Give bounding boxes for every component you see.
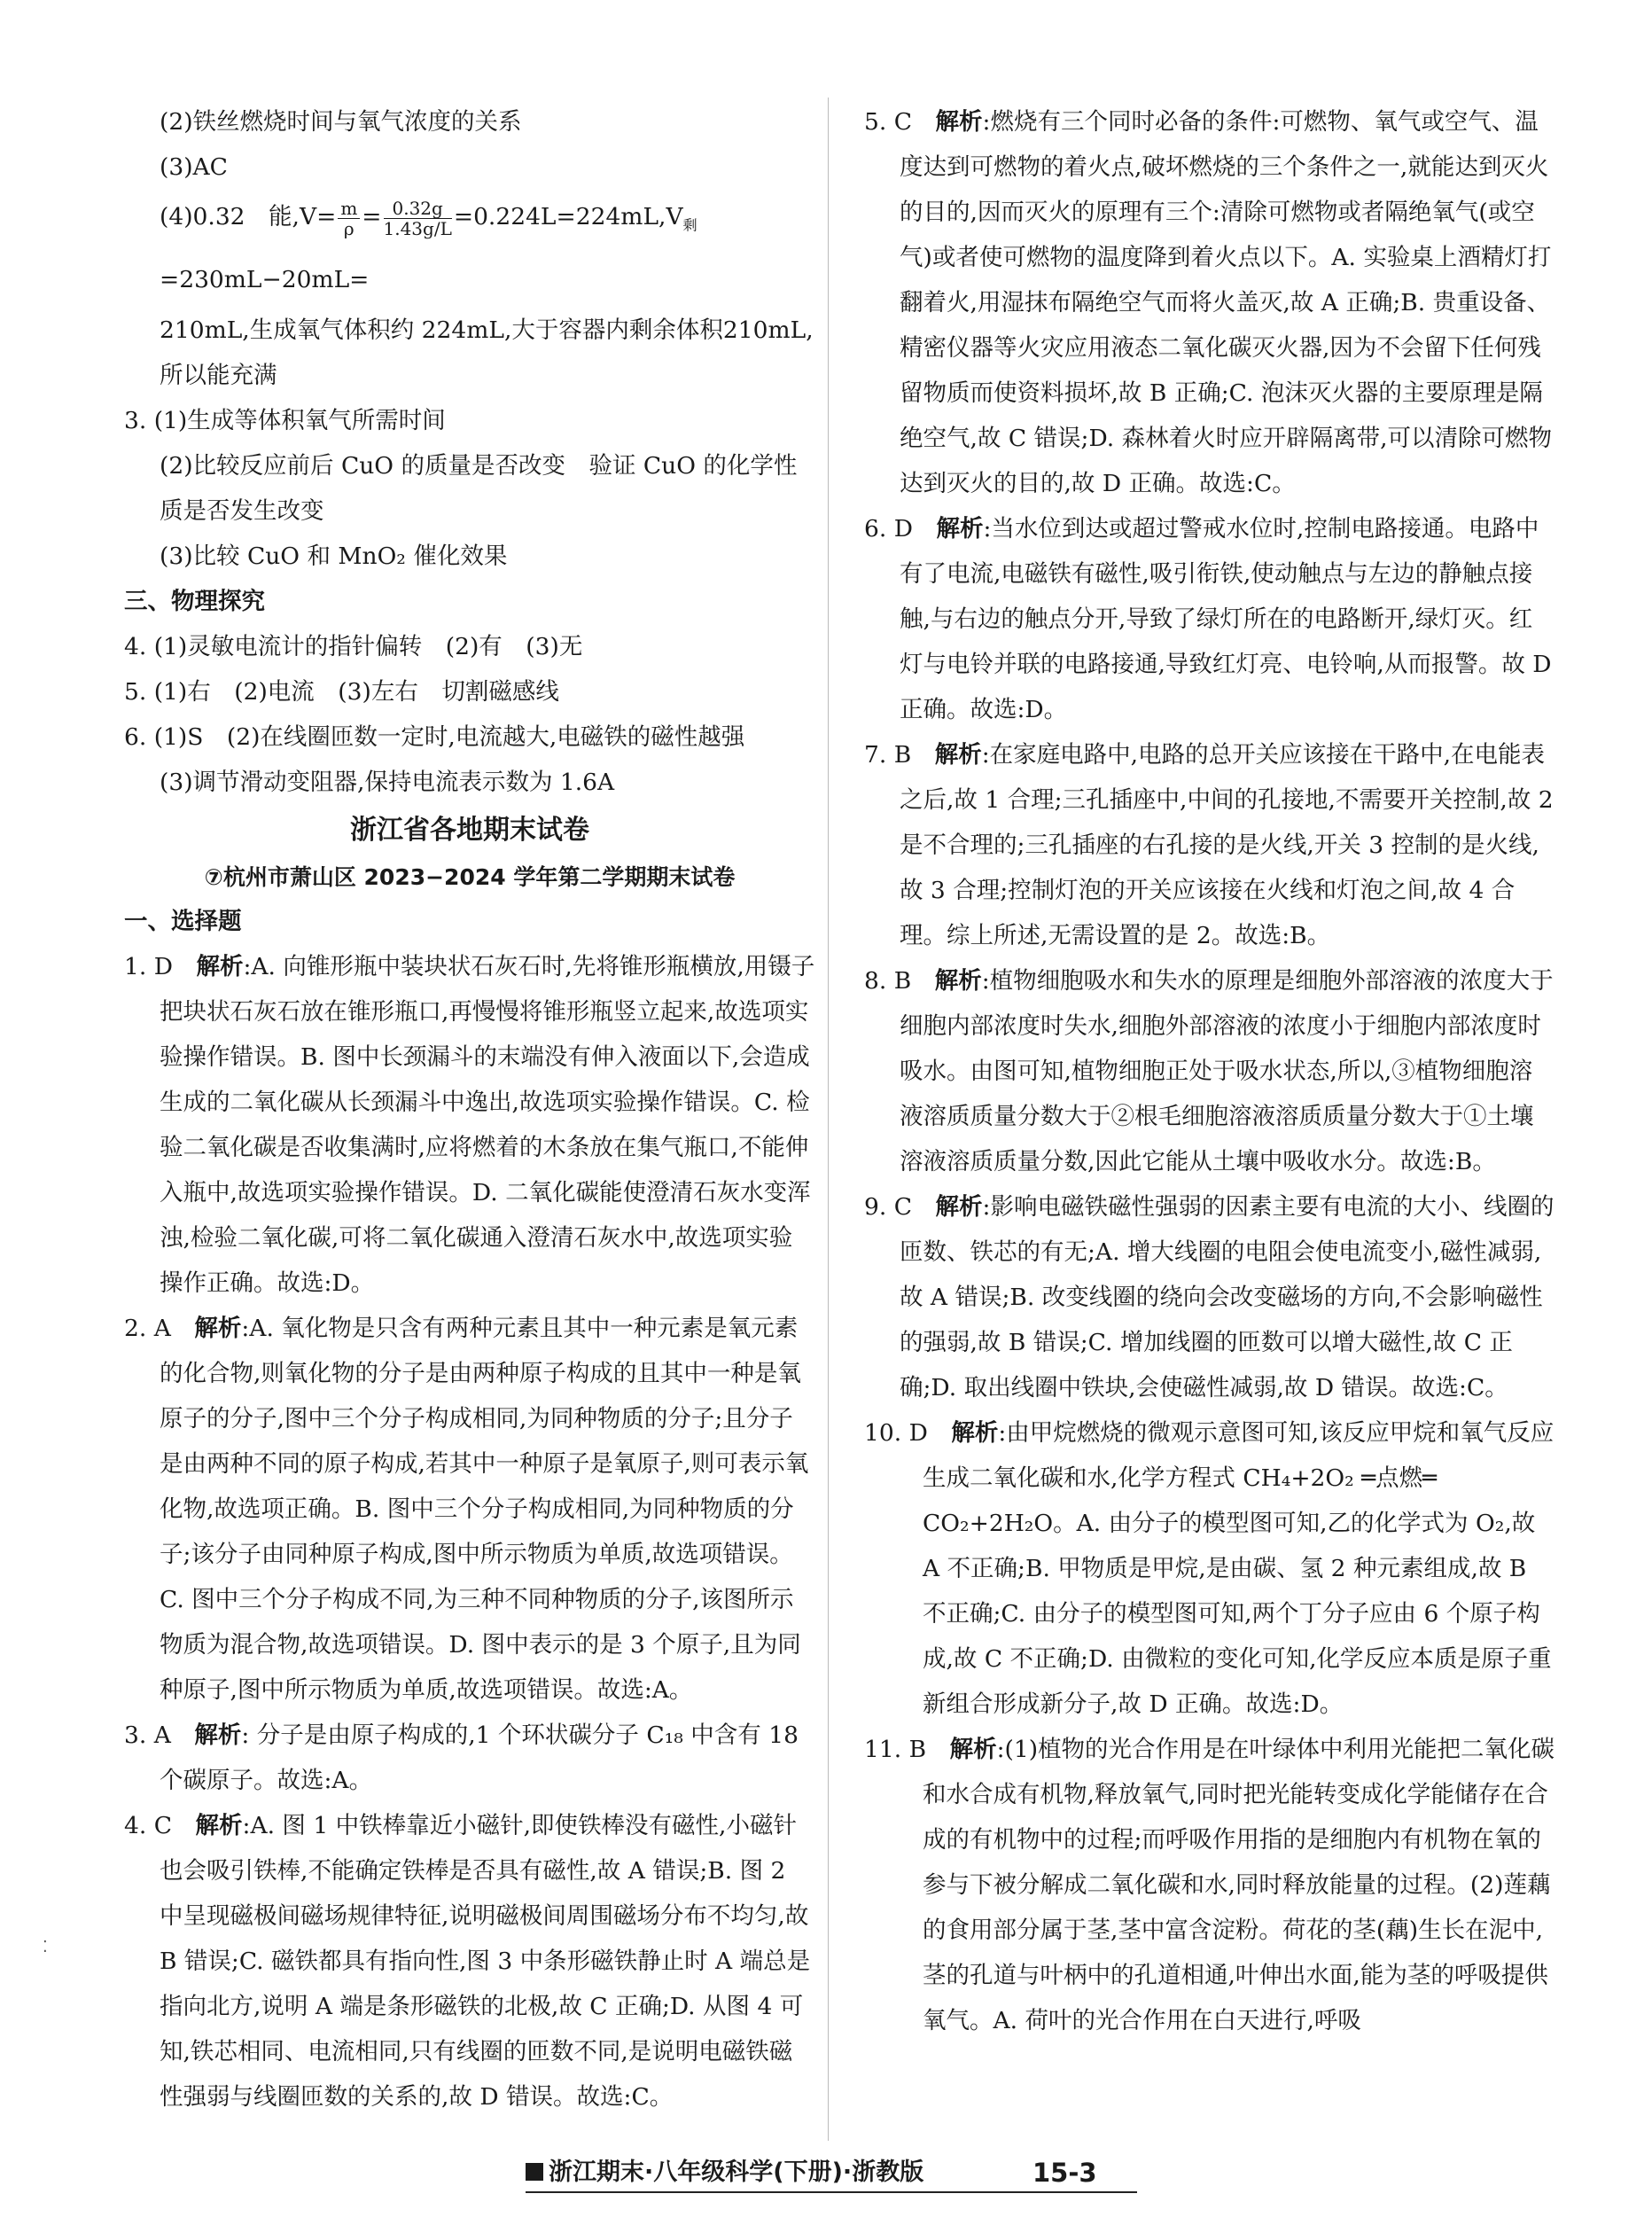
answer-line: (3)比较 CuO 和 MnO₂ 催化效果 bbox=[160, 543, 508, 571]
footer-rule bbox=[526, 2191, 1137, 2193]
answer-line: 6. (1)S (2)在线圈匝数一定时,电流越大,电磁铁的磁性越强 bbox=[124, 723, 745, 752]
analysis-label: 解析 bbox=[936, 515, 984, 543]
analysis-text: : 分子是由原子构成的,1 个环状碳分子 C₁₈ 中含有 18 个碳原子。故选:A。 bbox=[160, 1721, 799, 1795]
answer-letter: C bbox=[893, 1193, 913, 1221]
answer-line: 210mL,生成氧气体积约 224mL,大于容器内剩余体积210mL, bbox=[160, 316, 814, 345]
analysis-text: :植物细胞吸水和失水的原理是细胞外部溶液的浓度大于细胞内部浓度时失水,细胞外部溶液的浓度小于细胞内部浓度时吸水。由图可知,植物细胞正处于吸水状态,所以,③植物细胞溶液溶质质量分数大于②根毛细胞溶液溶质质量分数大于①土壤溶液溶质质量分数,因此它能从土壤中吸收水分。故选:B。 bbox=[900, 967, 1554, 1175]
fraction: $\frac{m}{\rho}$ bbox=[338, 199, 360, 238]
analysis-text: :A. 图 1 中铁棒靠近小磁针,即使铁棒没有磁性,小磁针也会吸引铁棒,不能确定铁棒是否具有磁性,故 A 错误;B. 图 2 中呈现磁极间磁场规律特征,说明磁极间周围磁场分布不均匀,故 B 错误;C. 磁铁都具有指向性,图 3 中条形磁铁静止时 A 端总是指向北方,说明 A 端是条形磁铁的北极,故 C 正确;D. 从图 4 可知,铁芯相同、电流相同,只有线圈的匝数不同,是说明电磁铁磁性强弱与线圈匝数的关系的,故 D 错误。故选:C。 bbox=[160, 1812, 811, 2112]
analysis-text: :A. 氧化物是只含有两种元素且其中一种元素是氧元素的化合物,则氧化物的分子是由两种原子构成的且其中一种是氧原子的分子,图中三个分子构成相同,为同种物质的分子;且分子是由两种不同的原子构成,若其中一种原子是氧原子,则可表示氧化物,故选项正确。B. 图中三个分子构成相同,为同种物质的分子;该分子由同种原子构成,图中所示物质为单质,故选项错误。C. 图中三个分子构成不同,为三种不同种物质的分子,该图所示物质为混合物,故选项错误。D. 图中表示的是 3 个原子,且为同种原子,图中所示物质为单质,故选项错误。故选:A。 bbox=[160, 1315, 809, 1705]
analysis-text: :在家庭电路中,电路的总开关应该接在干路中,在电能表之后,故 1 合理;三孔插座中,中间的孔接地,不需要开关控制,故 2 是不合理的;三孔插座的右孔接的是火线,开关 3 控制的是火线,故 3 合理;控制灯泡的开关应该接在火线和灯泡之间,故 4 合理。综上所述,无需设置的是 2。故选:B。 bbox=[900, 741, 1554, 949]
answer-item bbox=[124, 944, 815, 1306]
section-heading: 一、选择题 bbox=[124, 908, 242, 936]
answer-letter: A bbox=[153, 1721, 171, 1750]
answer-item bbox=[864, 1727, 1555, 2043]
answer-list bbox=[124, 944, 815, 2120]
question-number: 5. bbox=[864, 108, 887, 136]
answer-list bbox=[864, 99, 1555, 2043]
column-divider bbox=[828, 98, 829, 2141]
question-number: 4. bbox=[124, 1812, 147, 1840]
left-column bbox=[124, 99, 815, 2120]
question-number: 11. bbox=[864, 1736, 902, 1763]
question-number: 9. bbox=[864, 1193, 887, 1221]
analysis-label: 解析 bbox=[951, 1419, 999, 1447]
analysis-text: :(1)植物的光合作用是在叶绿体中利用光能把二氧化碳和水合成有机物,释放氧气,同时把光能转变成化学能储存在合成的有机物中的过程;而呼吸作用指的是细胞内有机物在氧的参与下被分解成二氧化碳和水,同时释放能量的过程。(2)莲藕的食用部分属于茎,茎中富含淀粉。荷花的茎(藕)生长在泥中,茎的孔道与叶柄中的孔道相通,叶伸出水面,能为茎的呼吸提供氧气。A. 荷叶的光合作用在白天进行,呼吸 bbox=[923, 1736, 1555, 2034]
question-number: 10. bbox=[864, 1419, 902, 1447]
page-number: 15-3 bbox=[1032, 2158, 1097, 2188]
analysis-label: 解析 bbox=[949, 1736, 997, 1763]
question-number: 1. bbox=[124, 953, 147, 981]
exam-subtitle: ⑦杭州市萧山区 2023−2024 学年第二学期期末试卷 bbox=[204, 864, 736, 891]
answer-item bbox=[124, 1306, 815, 1713]
answer-item bbox=[124, 1803, 815, 2120]
answer-item bbox=[864, 1184, 1555, 1410]
footer-title: 浙江期末·八年级科学(下册)·浙教版 bbox=[549, 2159, 924, 2186]
answer-line: 质是否发生改变 bbox=[160, 497, 324, 526]
analysis-label: 解析 bbox=[935, 108, 983, 136]
answer-item bbox=[864, 732, 1555, 958]
question-number: 6. bbox=[864, 515, 887, 543]
answer-letter: A bbox=[153, 1315, 171, 1343]
answer-line: 5. (1)右 (2)电流 (3)左右 切割磁感线 bbox=[124, 678, 559, 707]
question-number: 7. bbox=[864, 741, 887, 769]
fraction: $\frac{0.32g}{1.43g/L}$ bbox=[383, 197, 452, 239]
analysis-label: 解析 bbox=[194, 1721, 242, 1750]
answer-letter: B bbox=[908, 1736, 927, 1763]
analysis-label: 解析 bbox=[934, 741, 982, 769]
answer-line: 3. (1)生成等体积氧气所需时间 bbox=[124, 407, 446, 435]
exam-title: 浙江省各地期末试卷 bbox=[350, 815, 589, 847]
right-column bbox=[864, 99, 1555, 2043]
footer-square-icon bbox=[526, 2163, 543, 2181]
question-number: 2. bbox=[124, 1315, 147, 1343]
answer-item bbox=[124, 1713, 815, 1803]
answer-line: (3)AC bbox=[160, 153, 228, 181]
analysis-label: 解析 bbox=[196, 953, 244, 981]
analysis-label: 解析 bbox=[194, 1315, 242, 1343]
question-number: 3. bbox=[124, 1721, 147, 1750]
question-number: 8. bbox=[864, 967, 887, 995]
answer-letter: B bbox=[893, 967, 912, 995]
analysis-label: 解析 bbox=[934, 967, 982, 995]
answer-line: (3)调节滑动变阻器,保持电流表示数为 1.6A bbox=[160, 769, 615, 797]
answer-item bbox=[864, 99, 1555, 506]
answer-letter: C bbox=[153, 1812, 173, 1840]
analysis-label: 解析 bbox=[935, 1193, 983, 1221]
answer-line: (2)比较反应前后 CuO 的质量是否改变 验证 CuO 的化学性 bbox=[160, 452, 798, 480]
answer-letter: C bbox=[893, 108, 913, 136]
answer-formula-line: (4)0.32 能,V= $\frac{m}{\rho}$ = $\frac{0.32g}{1.43g/L}$ $=0.224L=224mL,V_剩=230mL-20mL=$ bbox=[160, 197, 697, 294]
answer-letter: D bbox=[153, 953, 173, 981]
answer-item bbox=[864, 506, 1555, 732]
answer-line: (2)铁丝燃烧时间与氧气浓度的关系 bbox=[160, 108, 522, 136]
answer-line: 所以能充满 bbox=[160, 362, 277, 390]
page-footer bbox=[526, 2156, 1137, 2191]
analysis-text: :由甲烷燃烧的微观示意图可知,该反应甲烷和氧气反应生成二氧化碳和水,化学方程式 CH₄+2O₂ ═点燃═ CO₂+2H₂O。A. 由分子的模型图可知,乙的化学式为 O₂,故 A 不正确;B. 甲物质是甲烷,是由碳、氢 2 种元素组成,故 B 不正确;C. 由分子的模型图可知,两个丁分子应由 6 个原子构成,故 C 不正确;D. 由微粒的变化可知,化学反应本质是原子重新组合形成新分子,故 D 正确。故选:D。 bbox=[923, 1419, 1555, 1718]
section-heading: 三、物理探究 bbox=[124, 588, 265, 616]
analysis-text: :影响电磁铁磁性强弱的因素主要有电流的大小、线圈的匝数、铁芯的有无;A. 增大线圈的电阻会使电流变小,磁性减弱,故 A 错误;B. 改变线圈的绕向会改变磁场的方向,不会影响磁性的强弱,故 B 错误;C. 增加线圈的匝数可以增大磁性,故 C 正确;D. 取出线圈中铁块,会使磁性减弱,故 D 错误。故选:C。 bbox=[900, 1193, 1555, 1401]
analysis-text: :A. 向锥形瓶中装块状石灰石时,先将锥形瓶横放,用镊子把块状石灰石放在锥形瓶口,再慢慢将锥形瓶竖立起来,故选项实验操作错误。B. 图中长颈漏斗的末端没有伸入液面以下,会造成生成的二氧化碳从长颈漏斗中逸出,故选项实验操作错误。C. 检验二氧化碳是否收集满时,应将燃着的木条放在集气瓶口,不能伸入瓶中,故选项实验操作错误。D. 二氧化碳能使澄清石灰水变浑浊,检验二氧化碳,可将二氧化碳通入澄清石灰水中,故选项实验操作正确。故选:D。 bbox=[160, 953, 815, 1298]
answer-letter: D bbox=[908, 1419, 928, 1447]
answer-line: 4. (1)灵敏电流计的指针偏转 (2)有 (3)无 bbox=[124, 633, 583, 661]
analysis-text: :燃烧有三个同时必备的条件:可燃物、氧气或空气、温度达到可燃物的着火点,破坏燃烧的三个条件之一,就能达到灭火的目的,因而灭火的原理有三个:清除可燃物或者隔绝氧气(或空气)或者使可燃物的温度降到着火点以下。A. 实验桌上酒精灯打翻着火,用湿抹布隔绝空气而将火盖灭,故 A 正确;B. 贵重设备、精密仪器等火灾应用液态二氧化碳灭火器,因为不会留下任何残留物质而使资料损坏,故 B 正确;C. 泡沫灭火器的主要原理是隔绝空气,故 C 错误;D. 森林着火时应开辟隔离带,可以清除可燃物达到灭火的目的,故 D 正确。故选:C。 bbox=[900, 108, 1553, 497]
answer-item bbox=[864, 1410, 1555, 1727]
answer-letter: B bbox=[893, 741, 912, 769]
answer-item bbox=[864, 958, 1555, 1184]
analysis-label: 解析 bbox=[195, 1812, 243, 1840]
margin-mark: ⁚ bbox=[43, 1938, 48, 1956]
analysis-text: :当水位到达或超过警戒水位时,控制电路接通。电路中有了电流,电磁铁有磁性,吸引衔铁,使动触点与左边的静触点接触,与右边的触点分开,导致了绿灯所在的电路断开,绿灯灭。红灯与电铃并联的电路接通,导致红灯亮、电铃响,从而报警。故 D 正确。故选:D。 bbox=[900, 515, 1552, 723]
answer-letter: D bbox=[893, 515, 913, 543]
